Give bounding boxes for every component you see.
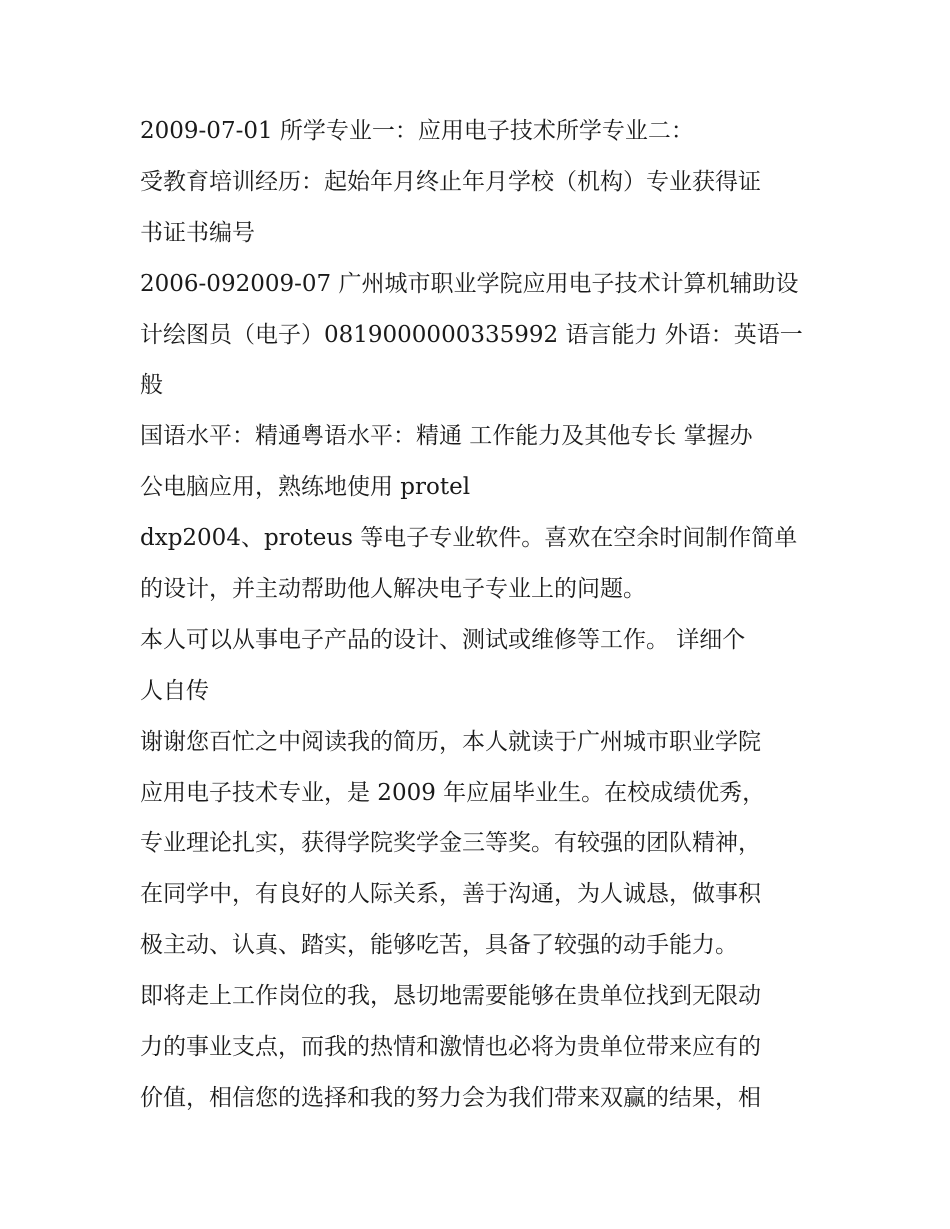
resume-text-body	[140, 106, 820, 1124]
text-line-autobiography-heading: 人自传	[140, 677, 209, 704]
text-line-intro: 谢谢您百忙之中阅读我的简历，本人就读于广州城市职业学院	[140, 728, 761, 755]
text-line-job-scope: 本人可以从事电子产品的设计、测试或维修等工作。 详细个	[140, 626, 746, 653]
text-line-closing: 价值，相信您的选择和我的努力会为我们带来双赢的结果，相	[140, 1084, 761, 1111]
text-line-scholarship: 专业理论扎实，获得学院奖学金三等奖。有较强的团队精神，	[140, 830, 761, 857]
text-line-software-skills: dxp2004、proteus 等电子专业软件。喜欢在空余时间制作简单	[140, 525, 798, 552]
text-line-hands-on: 极主动、认真、踏实，能够吃苦，具备了较强的动手能力。	[140, 932, 738, 959]
text-line-major-graduate: 应用电子技术专业，是 2009 年应届毕业生。在校成绩优秀，	[140, 779, 766, 806]
text-line-education-header: 受教育培训经历：起始年月终止年月学校（机构）专业获得证	[140, 168, 761, 195]
text-line-computer-skills: 公电脑应用，熟练地使用 protel	[140, 474, 471, 501]
text-line-graduation-major: 2009-07-01 所学专业一：应用电子技术所学专业二：	[140, 118, 694, 144]
text-line-dialect-skills: 国语水平：精通粤语水平：精通 工作能力及其他专长 掌握办	[140, 423, 753, 450]
text-line-education-header-cont: 书证书编号	[140, 219, 255, 246]
text-line-passion: 力的事业支点，而我的热情和激情也必将为贵单位带来应有的	[140, 1034, 761, 1061]
text-line-education-record: 2006-092009-07 广州城市职业学院应用电子技术计算机辅助设	[140, 270, 799, 297]
text-line-design-help: 的设计，并主动帮助他人解决电子专业上的问题。	[140, 576, 646, 603]
text-line-language-level: 般	[140, 372, 163, 399]
text-line-interpersonal: 在同学中，有良好的人际关系，善于沟通，为人诚恳，做事积	[140, 881, 761, 908]
text-line-certificate-language: 计绘图员（电子）0819000000335992 语言能力 外语：英语一	[140, 321, 803, 348]
text-line-career-goal: 即将走上工作岗位的我，恳切地需要能够在贵单位找到无限动	[140, 983, 761, 1010]
